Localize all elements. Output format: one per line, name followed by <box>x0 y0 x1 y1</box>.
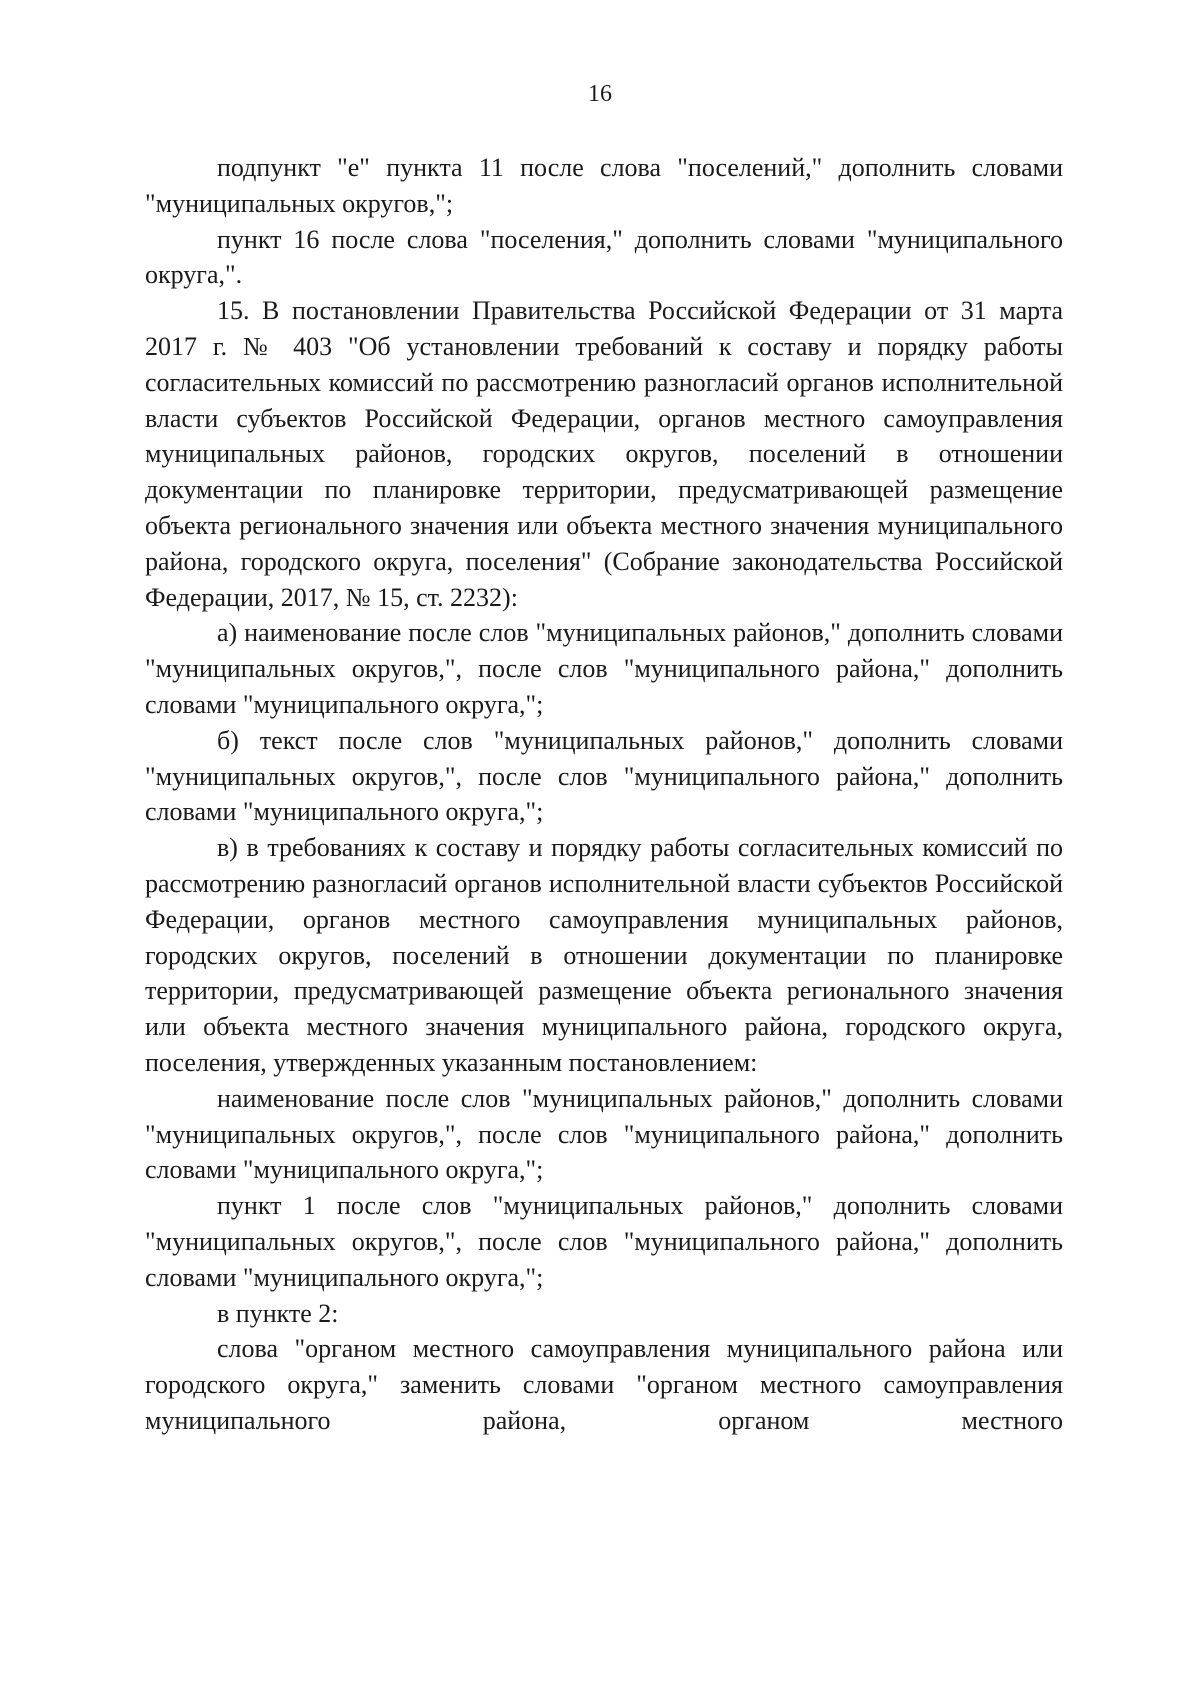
paragraph-item-a-title: а) наименование после слов "муниципальных районов," дополнить словами "муниципальных округов,", после слов "муниципального района," дополнить словами "муниципального округа,"; <box>145 618 1063 719</box>
paragraph-item-15-resolution: 15. В постановлении Правительства Российской Федерации от 31 марта 2017 г. № 403 "Об установлении требований к составу и порядку работы согласительных комиссий по рассмотрению разногласий органов исполнительной власти субъектов Российской Федерации, органов местного самоуправления муниципальных районов, городских округов, поселений в отношении документации по планировке территории, предусматривающей размещение объекта регионального значения или объекта местного значения муниципального района, городского округа, поселения" (Собрание законодательства Российской Федерации, 2017, № 15, ст. 2232): <box>145 296 1063 612</box>
paragraph-point-1: пункт 1 после слов "муниципальных районов," дополнить словами "муниципальных округов,", после слов "муниципального района," дополнить словами "муниципального округа,"; <box>145 1191 1063 1292</box>
paragraph-words-replacement: слова "органом местного самоуправления муниципального района или городского округа," заменить словами "органом местного самоуправления муниципального района, органом местного <box>145 1334 1063 1435</box>
document-body <box>145 150 1063 1439</box>
paragraph-in-point-2: в пункте 2: <box>217 1298 339 1328</box>
page-number: 16 <box>588 81 612 107</box>
paragraph-subpoint-e-point-11: подпункт "е" пункта 11 после слова "поселений," дополнить словами "муниципальных округов,"; <box>145 153 1063 218</box>
paragraph-item-b-text: б) текст после слов "муниципальных районов," дополнить словами "муниципальных округов,", после слов "муниципального района," дополнить словами "муниципального округа,"; <box>145 725 1063 827</box>
paragraph-item-v-requirements: в) в требованиях к составу и порядку работы согласительных комиссий по рассмотрению разногласий органов исполнительной власти субъектов Российской Федерации, органов местного самоуправления муниципальных районов, городских округов, поселений в отношении документации по планировке территории, предусматривающей размещение объекта регионального значения или объекта местного значения муниципального района, городского округа, поселения, утвержденных указанным постановлением: <box>145 833 1063 1077</box>
paragraph-point-16: пункт 16 после слова "поселения," дополнить словами "муниципального округа,". <box>145 224 1063 290</box>
paragraph-requirements-title: наименование после слов "муниципальных районов," дополнить словами "муниципальных округов,", после слов "муниципального района," дополнить словами "муниципального округа,"; <box>145 1083 1063 1185</box>
